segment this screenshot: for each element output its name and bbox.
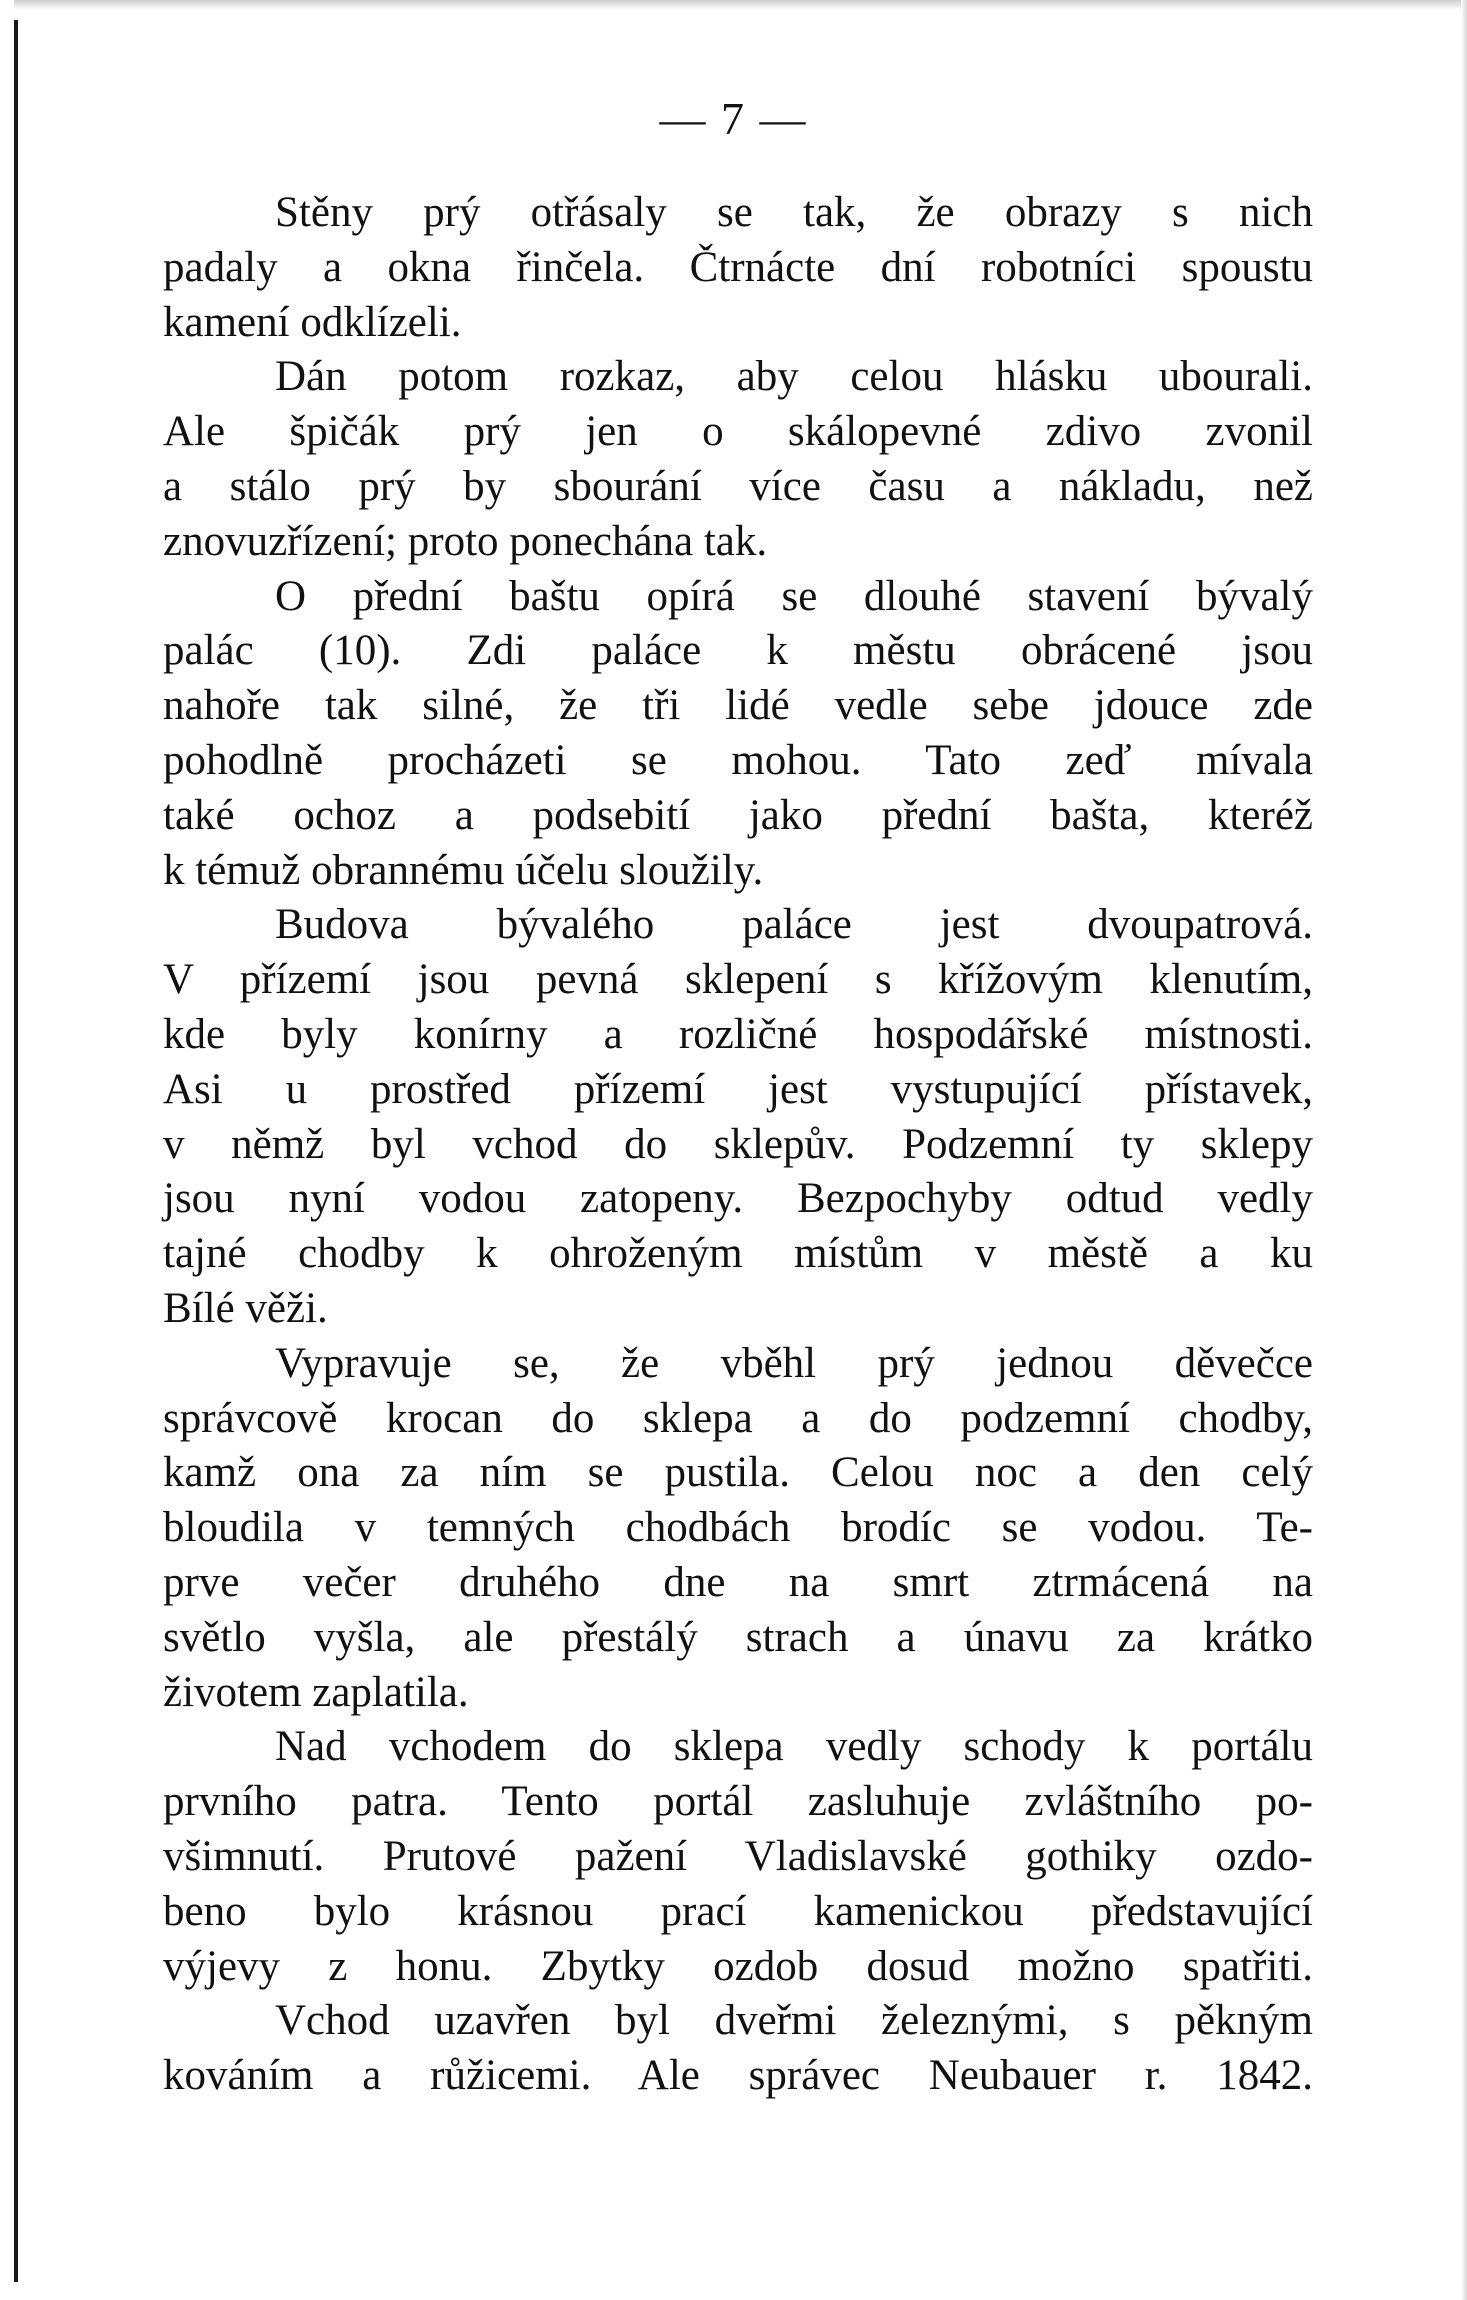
text-line: životem zaplatila. [163,1668,469,1716]
text-line: Asi u prostřed přízemí jest vystupující přístavek, [163,1065,1313,1113]
text-line: O přední baštu opírá se dlouhé stavení bývalý [275,572,1313,620]
text-line: Vypravuje se, že vběhl prý jednou děvečce [275,1339,1313,1387]
text-line: jsou nyní vodou zatopeny. Bezpochyby odtud vedly [163,1175,1313,1223]
text-line: a stálo prý by sbourání více času a nákladu, než [163,462,1313,510]
text-line: bloudila v temných chodbách brodíc se vodou. Te- [163,1504,1313,1552]
text-line: Nad vchodem do sklepa vedly schody k portálu [275,1723,1313,1771]
text-line: znovuzřízení; proto ponechána tak. [163,517,768,565]
text-line: Stěny prý otřásaly se tak, že obrazy s nich [275,189,1313,236]
text-line: prve večer druhého dne na smrt ztrmácená na [163,1558,1313,1606]
text-line: kamení odklízeli. [163,298,462,346]
text-line: padaly a okna řinčela. Čtrnácte dní robotníci spoustu [163,243,1313,291]
text-line: kde byly konírny a rozličné hospodářské místnosti. [163,1010,1313,1058]
page-binding-edge [14,20,18,2282]
text-line: také ochoz a podsebití jako přední bašta, kteréž [163,791,1313,839]
text-line: Budova bývalého paláce jest dvoupatrová. [275,901,1313,949]
text-line: pohodlně procházeti se mohou. Tato zeď mívala [163,736,1313,784]
page-top-edge [14,0,1467,10]
text-line: k témuž obrannému účelu sloužily. [163,846,764,894]
text-line: beno bylo krásnou prací kamenickou představující [163,1887,1313,1935]
text-line: prvního patra. Tento portál zasluhuje zvláštního po- [163,1778,1313,1826]
text-line: kováním a růžicemi. Ale správec Neubauer r. 1842. [163,2052,1313,2100]
text-line: Bílé věži. [163,1284,328,1332]
page-number: — 7 — [659,93,808,144]
text-line: Dán potom rozkaz, aby celou hlásku ubourali. [275,353,1313,401]
text-line: světlo vyšla, ale přestálý strach a únavu za krátko [163,1613,1313,1661]
text-line: Ale špičák prý jen o skálopevné zdivo zvonil [163,408,1313,456]
text-line: v němž byl vchod do sklepův. Podzemní ty sklepy [163,1120,1313,1168]
text-line: tajné chodby k ohroženým místům v městě a ku [163,1230,1313,1278]
text-line: Vchod uzavřen byl dveřmi železnými, s pěkným [275,1997,1313,2045]
page-right-edge [1461,0,1467,2300]
text-line: nahoře tak silné, že tři lidé vedle sebe jdouce zde [163,682,1313,730]
text-line: kamž ona za ním se pustila. Celou noc a den celý [163,1449,1313,1497]
text-line: palác (10). Zdi paláce k městu obrácené jsou [163,627,1313,675]
text-line: všimnutí. Prutové pažení Vladislavské gothiky ozdo- [163,1832,1313,1880]
text-line: výjevy z honu. Zbytky ozdob dosud možno spatřiti. [163,1942,1313,1990]
body-text [163,186,1313,2104]
text-line: správcově krocan do sklepa a do podzemní chodby, [163,1394,1313,1442]
text-line: V přízemí jsou pevná sklepení s křížovým klenutím, [163,956,1313,1004]
